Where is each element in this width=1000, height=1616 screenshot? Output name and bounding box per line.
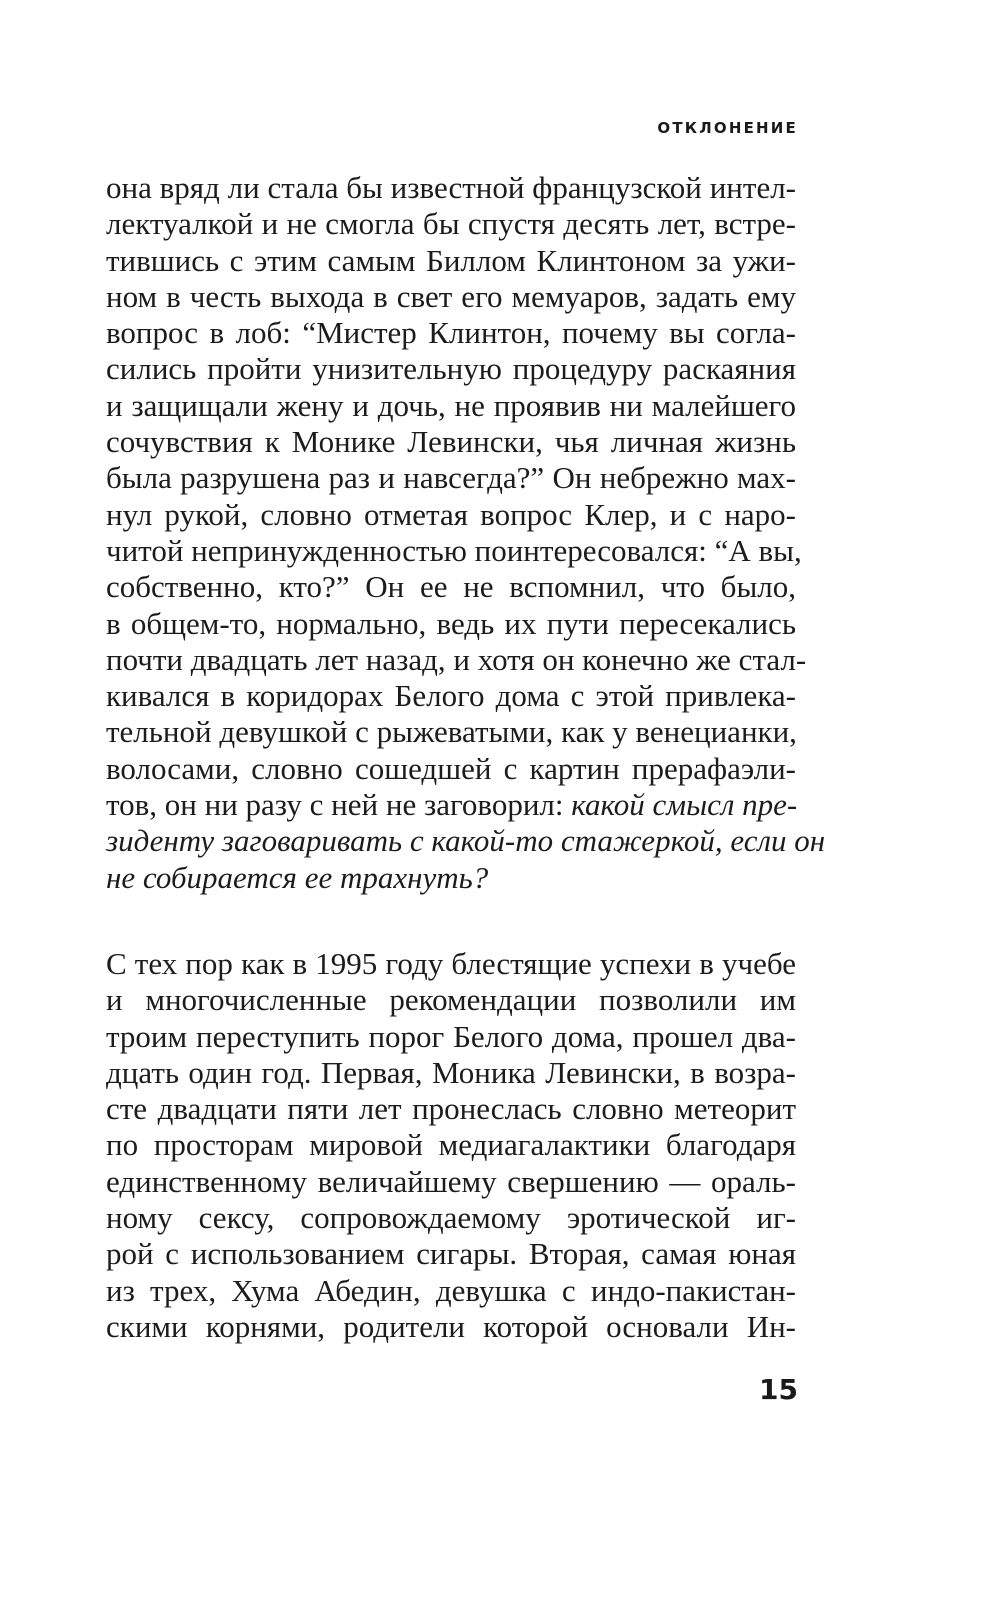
text-line: ном в честь выхода в свет его мемуаров, задать ему [106,278,796,314]
text-line: тельной девушкой с рыжеватыми, как у венецианки, [106,714,797,750]
text-line: была разрушена раз и навсегда?” Он небрежно мах- [106,460,796,496]
roman-text: тов, он ни разу с ней не заговорил: [106,787,572,823]
text-line: троим переступить порог Белого дома, прошел два- [106,1018,796,1054]
text-line: ному сексу, сопровождаемому эротической иг- [106,1200,796,1236]
text-line: рой с использованием сигары. Вторая, самая юная [106,1236,796,1272]
text-line: в общем-то, нормально, ведь их пути пересекались [106,605,796,641]
text-line: вопрос в лоб: “Мистер Клинтон, почему вы согла- [106,315,796,351]
text-line: она вряд ли стала бы известной французской интел- [106,170,796,205]
paragraph-1 [106,170,826,896]
text-line: тившись с этим самым Биллом Клинтоном за ужи- [106,242,796,278]
text-line: и защищали жену и дочь, не проявив ни малейшего [106,387,796,423]
page-number: 15 [759,1373,798,1406]
text-line: сочувствия к Монике Левински, чья личная жизнь [106,424,796,460]
text-line-mixed [106,787,796,823]
text-line: нул рукой, словно отметая вопрос Клер, и с наро- [106,496,796,532]
text-line: С тех пор как в 1995 году блестящие успехи в учебе [106,946,796,981]
running-head: ОТКЛОНЕНИЕ [657,119,798,137]
text-line: кивался в коридорах Белого дома с этой привлека- [106,678,796,714]
text-line: сились пройти унизительную процедуру раскаяния [106,351,796,387]
text-line: читой непринужденностью поинтересовался: “А вы, [106,532,802,568]
text-line: скими корнями, родители которой основали Ин- [106,1308,796,1344]
paragraph-2 [106,946,796,1345]
italic-line: зиденту заговаривать с какой-то стажеркой, если он [106,823,826,859]
text-line: из трех, Хума Абедин, девушка с индо-пакистан- [106,1272,796,1308]
text-line: и многочисленные рекомендации позволили им [106,982,796,1018]
italic-text: какой смысл пре- [571,787,798,823]
text-line: по просторам мировой медиагалактики благодаря [106,1127,796,1163]
text-line: волосами, словно сошедшей с картин прерафаэли- [106,750,796,786]
text-line: собственно, кто?” Он ее не вспомнил, что было, [106,569,796,605]
italic-line: не собирается ее трахнуть? [106,859,489,895]
text-line: почти двадцать лет назад, и хотя он конечно же стал- [106,641,807,677]
text-line: единственному величайшему свершению — ораль- [106,1163,796,1199]
text-line: дцать один год. Первая, Моника Левински, в возра- [106,1054,796,1090]
text-line: лектуалкой и не смогла бы спустя десять лет, встре- [106,206,796,242]
text-line: сте двадцати пяти лет пронеслась словно метеорит [106,1091,796,1127]
